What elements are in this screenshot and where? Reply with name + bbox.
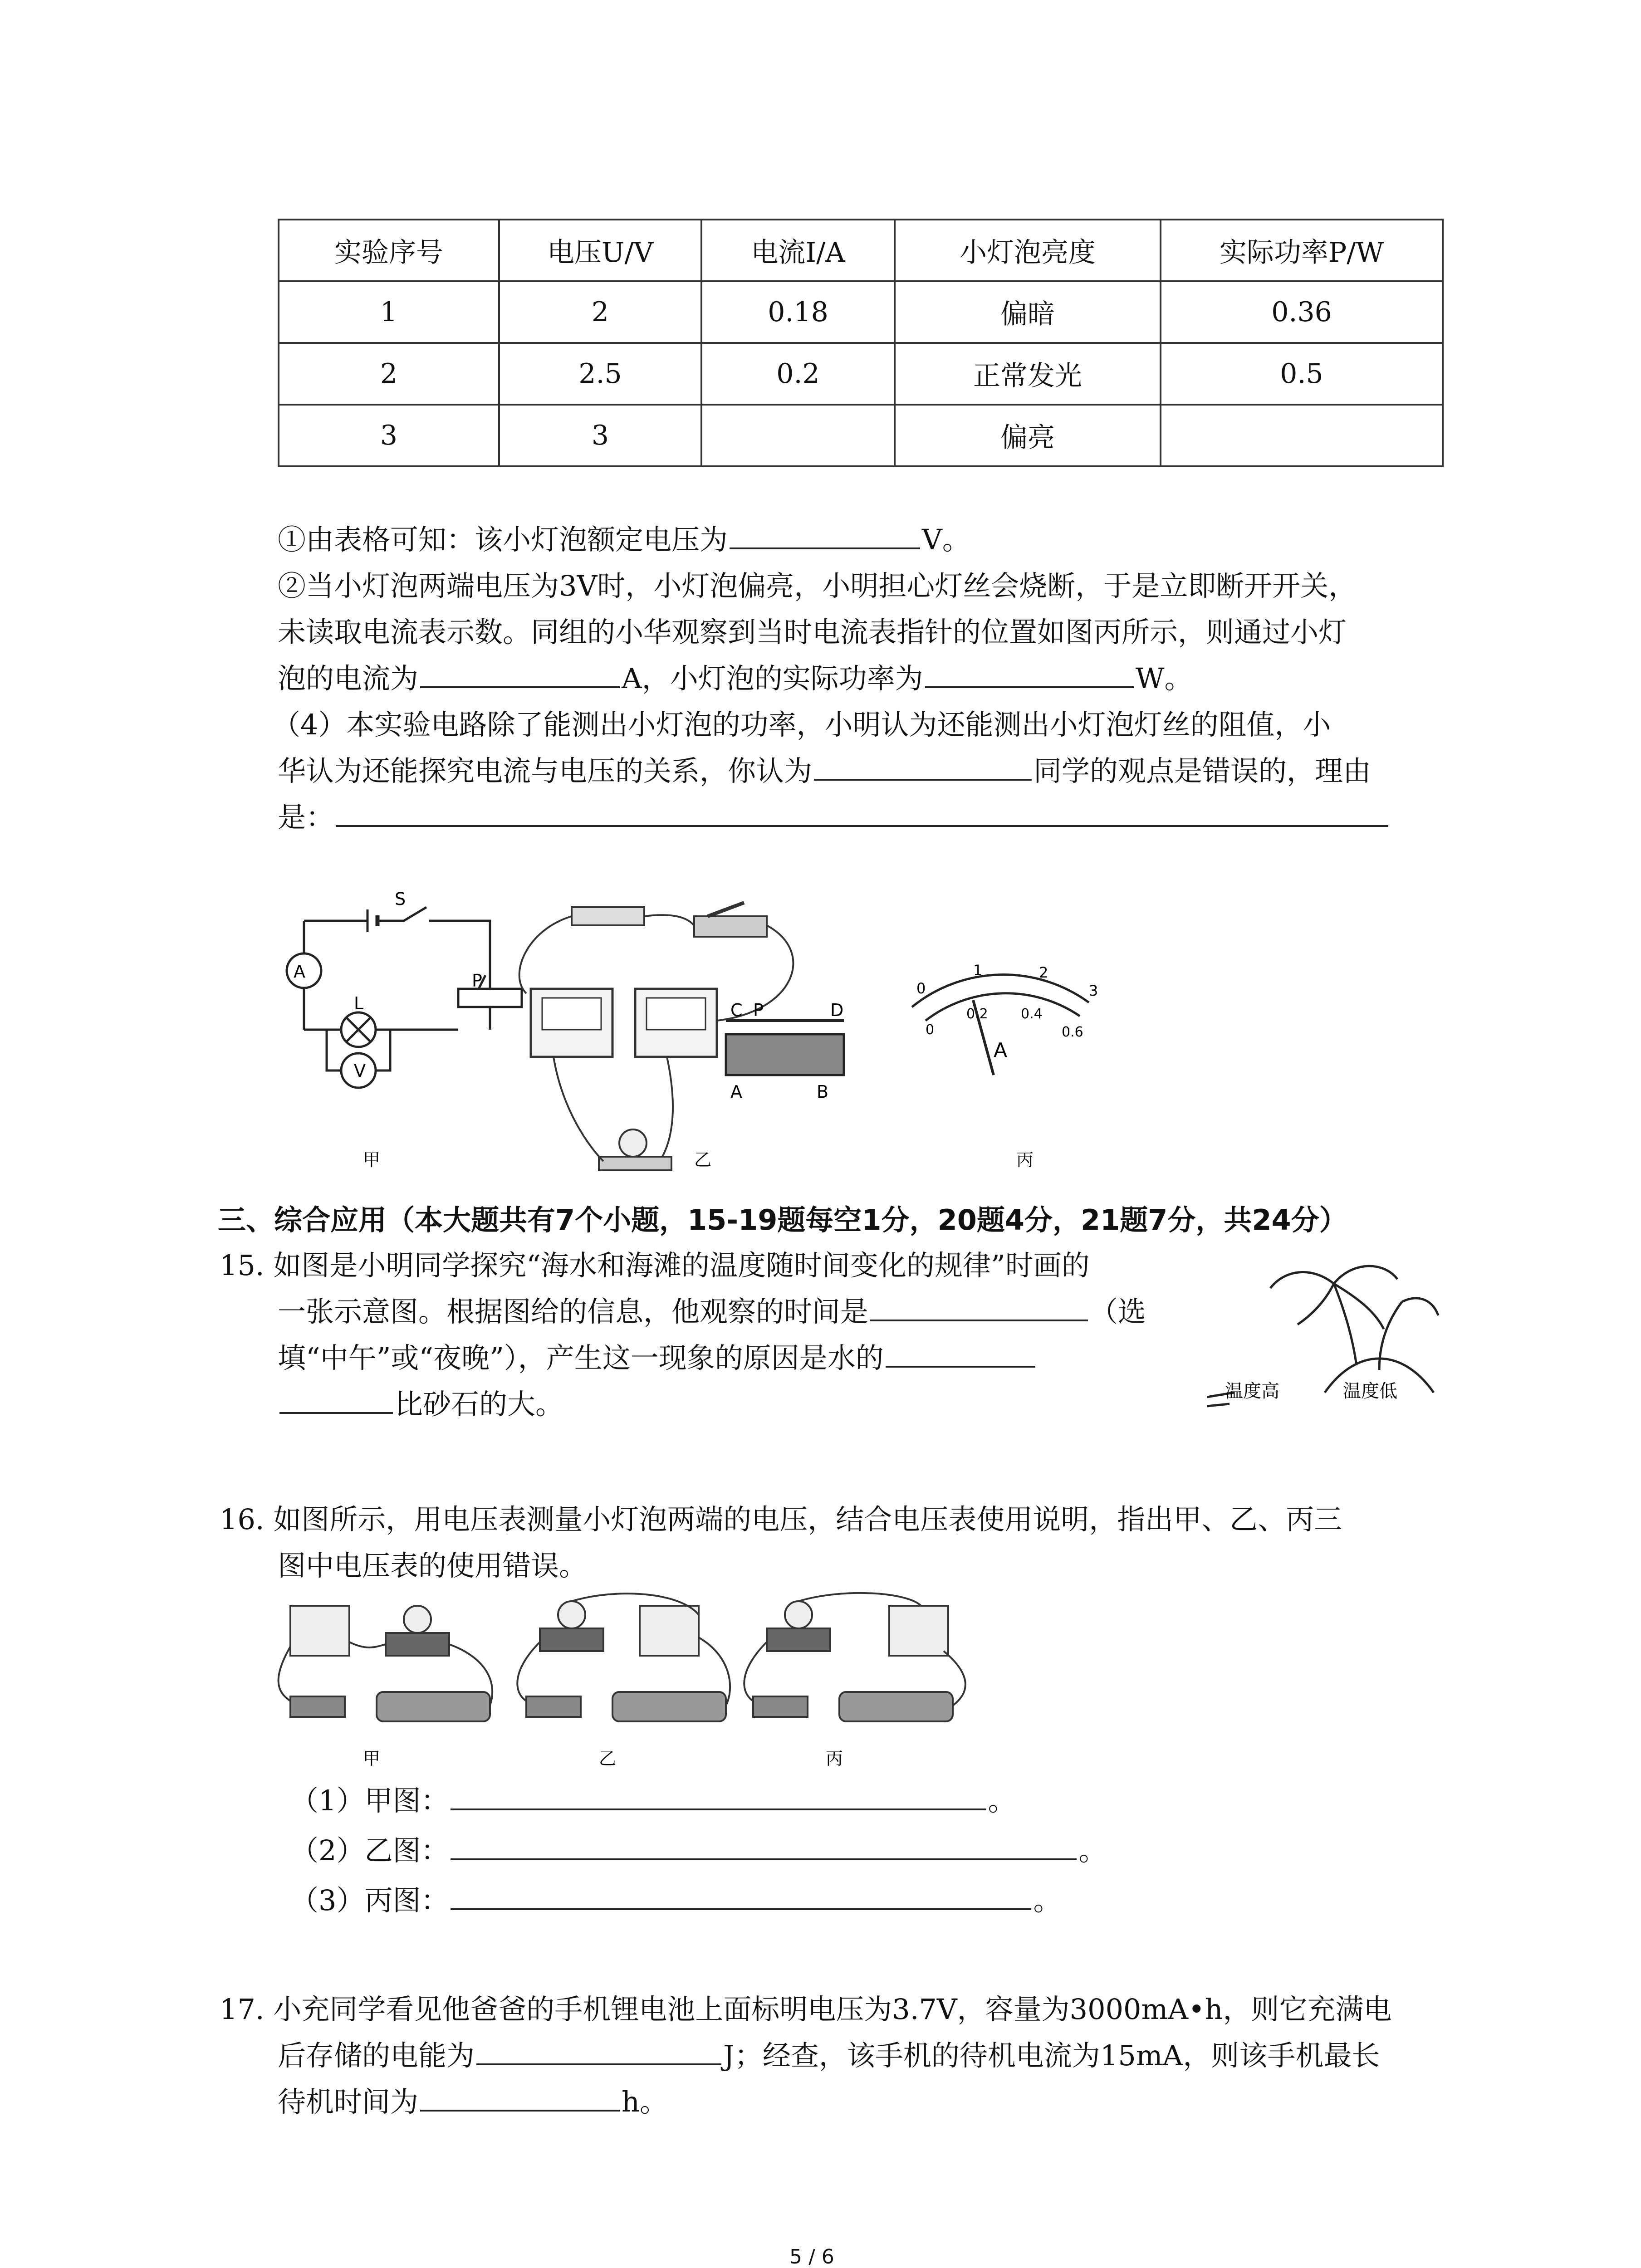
table-cell: 1 xyxy=(279,281,499,343)
battery-icon xyxy=(612,1692,726,1721)
circuit-a xyxy=(279,1606,493,1721)
answer-blank[interactable] xyxy=(279,1384,393,1414)
answer-blank[interactable] xyxy=(451,1780,986,1810)
table-header-row xyxy=(279,220,1443,281)
table-row xyxy=(279,343,1443,405)
q14-text: ①由表格可知：该小灯泡额定电压为 xyxy=(278,523,728,556)
terminal-label-c: C xyxy=(730,1000,743,1020)
table-cell: 正常发光 xyxy=(895,343,1161,405)
q16-text: （1）甲图： xyxy=(290,1784,449,1817)
q17-text: h。 xyxy=(622,2085,668,2118)
bulb-icon xyxy=(558,1601,585,1628)
q14-figures xyxy=(272,885,1452,1202)
battery-icon xyxy=(377,1692,490,1721)
table-cell: 0.2 xyxy=(701,343,895,405)
table-header: 电压U/V xyxy=(499,220,701,281)
scale-bot-1: 0.2 xyxy=(966,1006,988,1022)
q14-text: A，小灯泡的实际功率为 xyxy=(622,662,923,695)
q17-line-2 xyxy=(278,2033,1380,2078)
q14-line-5: （4）本实验电路除了能测出小灯泡的功率，小明认为还能测出小灯泡灯丝的阻值，小 xyxy=(272,708,1331,741)
q14-text: 同学的观点是错误的，理由 xyxy=(1034,754,1372,787)
q14-line-1 xyxy=(278,517,970,562)
table-cell: 偏亮 xyxy=(895,405,1161,466)
q15-line-4 xyxy=(278,1382,563,1427)
q15-line-3 xyxy=(278,1335,1037,1381)
figure-caption-b: 乙 xyxy=(694,1150,712,1170)
scale-top-0: 0 xyxy=(916,980,926,997)
table-header: 实际功率P/W xyxy=(1161,220,1443,281)
table-cell: 0.18 xyxy=(701,281,895,343)
q14-text: 华认为还能探究电流与电压的关系，你认为 xyxy=(278,754,813,787)
circuit-c xyxy=(744,1593,965,1721)
scale-top-3: 3 xyxy=(1089,982,1098,999)
q14-line-7 xyxy=(278,795,1390,840)
voltmeter-icon xyxy=(290,1606,349,1656)
voltmeter-label: V xyxy=(354,1061,366,1081)
terminal-label-p: P xyxy=(753,1000,764,1020)
scale-bot-0: 0 xyxy=(926,1022,935,1038)
q16-line-1: 16. 如图所示，用电压表测量小灯泡两端的电压，结合电压表使用说明，指出甲、乙、丙三 xyxy=(220,1503,1342,1536)
q16-text: 。 xyxy=(988,1784,1016,1817)
terminal-label-b: B xyxy=(817,1082,829,1102)
figure-caption-b: 乙 xyxy=(599,1749,617,1769)
circuit-diagram-a xyxy=(287,907,522,1088)
terminal-label-a: A xyxy=(730,1082,742,1102)
switch-label: S xyxy=(395,889,406,909)
lamp-label: L xyxy=(354,993,364,1013)
switch-icon xyxy=(753,1696,808,1717)
table-header: 实验序号 xyxy=(279,220,499,281)
table-row xyxy=(279,405,1443,466)
sea-temp-label: 温度高 xyxy=(1225,1381,1279,1402)
table-cell: 2.5 xyxy=(499,343,701,405)
q17-line-3 xyxy=(278,2079,668,2125)
table-header: 电流I/A xyxy=(701,220,895,281)
q14-line-2: ②当小灯泡两端电压为3V时，小灯泡偏亮，小明担心灯丝会烧断，于是立即断开开关， xyxy=(278,569,1357,602)
answer-blank[interactable] xyxy=(420,658,620,688)
scale-top-1: 1 xyxy=(973,962,983,979)
answer-blank[interactable] xyxy=(476,2035,721,2065)
table-cell: 0.5 xyxy=(1161,343,1443,405)
answer-blank[interactable] xyxy=(730,519,920,549)
table-row xyxy=(279,281,1443,343)
table-cell: 2 xyxy=(499,281,701,343)
q14-line-6 xyxy=(278,748,1371,794)
table-cell: 3 xyxy=(499,405,701,466)
apparatus-b xyxy=(519,903,844,1170)
q14-text: W。 xyxy=(1135,662,1193,695)
battery-icon xyxy=(572,907,644,925)
table-cell xyxy=(701,405,895,466)
answer-blank[interactable] xyxy=(870,1291,1088,1321)
section-title: 三、综合应用（本大题共有7个小题，15-19题每空1分，20题4分，21题7分，共24分） xyxy=(218,1203,1347,1237)
ammeter-label: A xyxy=(294,962,305,982)
figure-caption-c: 丙 xyxy=(1016,1150,1034,1170)
bulb-icon xyxy=(404,1606,431,1633)
q16-text: （3）丙图： xyxy=(290,1884,449,1917)
switch-icon xyxy=(290,1696,345,1717)
slider-label: P xyxy=(472,971,482,991)
q16-answer-1 xyxy=(290,1778,1016,1823)
table-cell xyxy=(1161,405,1443,466)
circuit-b xyxy=(517,1593,730,1721)
beach-figure xyxy=(1207,1243,1443,1415)
scale-bot-2: 0.4 xyxy=(1021,1006,1043,1022)
scale-bot-3: 0.6 xyxy=(1062,1024,1083,1040)
q14-text: 是： xyxy=(278,801,334,834)
page-number: 5 / 6 xyxy=(789,2245,834,2268)
table-cell: 偏暗 xyxy=(895,281,1161,343)
q14-text: V。 xyxy=(922,523,970,556)
q16-figures xyxy=(272,1588,1043,1778)
experiment-table xyxy=(278,219,1444,467)
answer-blank[interactable] xyxy=(420,2082,620,2112)
q16-answer-3 xyxy=(290,1878,1061,1923)
battery-icon xyxy=(839,1692,953,1721)
answer-blank[interactable] xyxy=(886,1338,1035,1368)
q15-text: 一张示意图。根据图给的信息，他观察的时间是 xyxy=(278,1295,869,1328)
answer-blank[interactable] xyxy=(451,1830,1077,1860)
table-cell: 2 xyxy=(279,343,499,405)
q17-text: J；经查，该手机的待机电流为15mA，则该手机最长 xyxy=(723,2039,1380,2072)
figure-caption-a: 甲 xyxy=(363,1150,381,1170)
answer-blank[interactable] xyxy=(925,658,1134,688)
q14-line-3: 未读取电流表示数。同组的小华观察到当时电流表指针的位置如图丙所示，则通过小灯 xyxy=(278,616,1347,649)
q16-line-2: 图中电压表的使用错误。 xyxy=(278,1549,588,1582)
q17-text: 待机时间为 xyxy=(278,2085,419,2118)
q16-text: 。 xyxy=(1033,1884,1062,1917)
q15-text: 填“中午”或“夜晚”），产生这一现象的原因是水的 xyxy=(278,1341,884,1374)
table-cell: 0.36 xyxy=(1161,281,1443,343)
q17-line-1: 17. 小充同学看见他爸爸的手机锂电池上面标明电压为3.7V，容量为3000mA•h，则它充满电 xyxy=(220,1993,1392,2026)
q15-line-1: 15. 如图是小明同学探究“海水和海滩的温度随时间变化的规律”时画的 xyxy=(220,1249,1090,1282)
bulb-icon xyxy=(619,1129,647,1157)
answer-blank[interactable] xyxy=(451,1880,1031,1910)
voltmeter-icon xyxy=(640,1606,699,1656)
table-cell: 3 xyxy=(279,405,499,466)
answer-blank[interactable] xyxy=(814,751,1032,781)
q14-line-4 xyxy=(278,656,1193,701)
figure-caption-c: 丙 xyxy=(826,1749,843,1769)
switch-icon xyxy=(694,916,767,937)
q17-text: 后存储的电能为 xyxy=(278,2039,475,2072)
q15-text: （选 xyxy=(1090,1295,1146,1328)
beach-temp-label: 温度低 xyxy=(1343,1381,1397,1402)
switch-icon xyxy=(526,1696,581,1717)
scale-top-2: 2 xyxy=(1039,964,1048,981)
answer-blank[interactable] xyxy=(336,797,1388,827)
figure-caption-a: 甲 xyxy=(363,1749,381,1769)
table-header: 小灯泡亮度 xyxy=(895,220,1161,281)
terminal-label-d: D xyxy=(830,1000,844,1020)
rheostat-icon xyxy=(726,1034,844,1075)
q15-text: 比砂石的大。 xyxy=(395,1388,564,1421)
q14-text: 泡的电流为 xyxy=(278,662,419,695)
q16-answer-2 xyxy=(290,1828,1107,1873)
q15-line-2 xyxy=(278,1289,1146,1334)
q16-text: 。 xyxy=(1078,1834,1107,1867)
dial-unit-label: A xyxy=(994,1039,1008,1062)
bulb-icon xyxy=(785,1601,812,1628)
voltmeter-icon xyxy=(889,1606,948,1656)
q16-text: （2）乙图： xyxy=(290,1834,449,1867)
